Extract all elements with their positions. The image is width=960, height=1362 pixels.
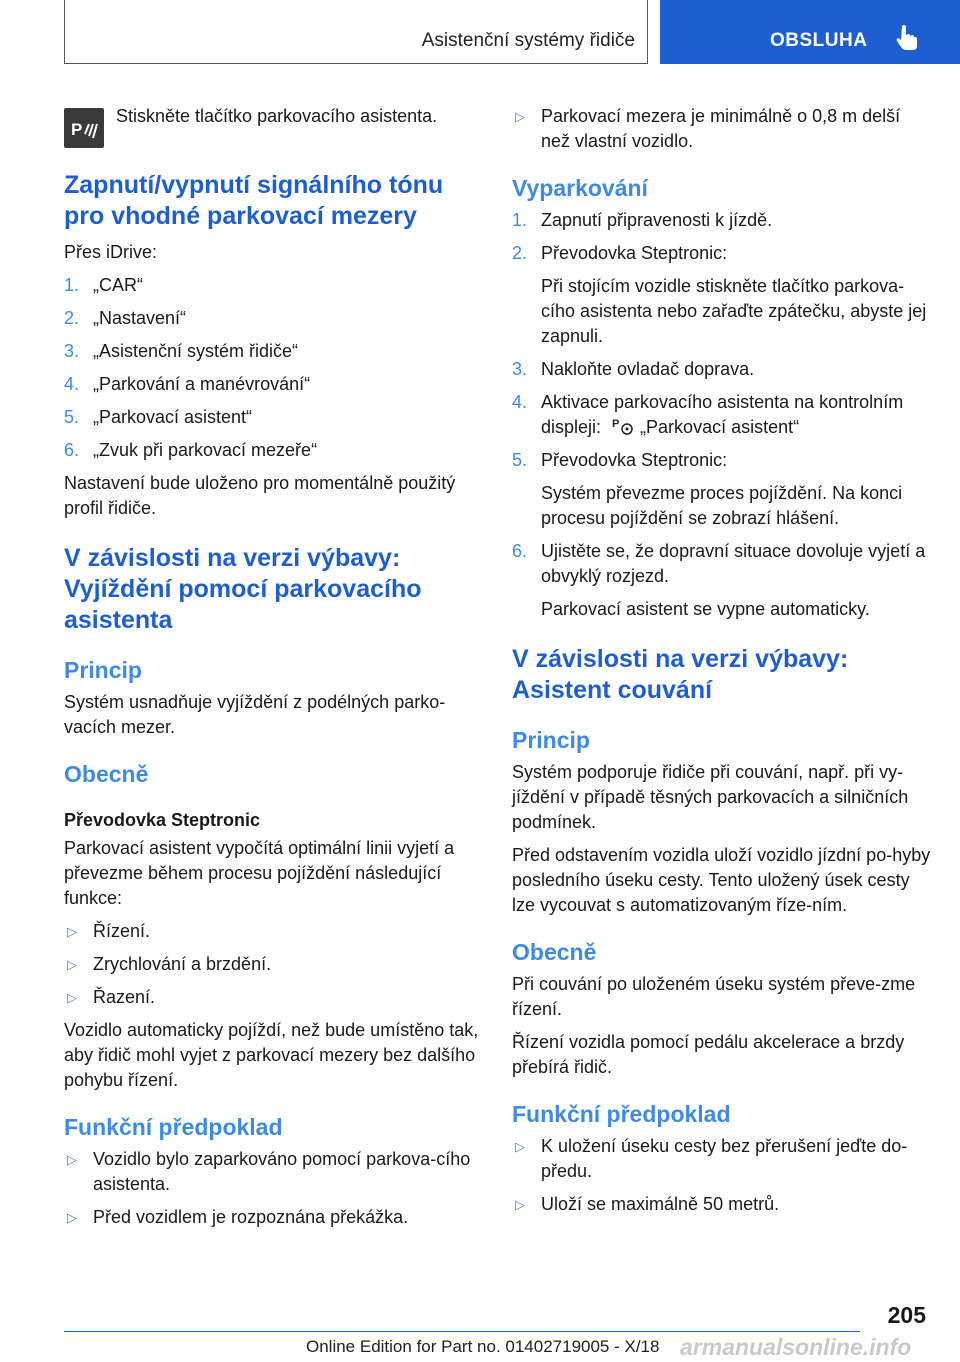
page-number: 205 [887,1302,926,1328]
item-text: Řazení. [93,987,156,1007]
step-continuation: Systém převezme proces pojíždění. Na konci procesu pojíždění se zobrazí hlášení. [541,483,903,528]
step-number: 5. [512,450,528,470]
step-number: 4. [512,392,528,412]
bullet-triangle-icon: ▷ [67,1152,77,1167]
header-box [64,0,648,64]
step-text: Převodovka Steptronic: [541,450,728,470]
item-text: Vozidlo bylo zaparkováno pomocí parkova‐cího asistenta. [93,1149,471,1194]
footer-divider [64,1331,860,1332]
section-tab-label: OBSLUHA [770,30,868,51]
item-text: Zrychlování a brzdění. [93,954,272,974]
item-text: Parkovací mezera je minimálně o 0,8 m delší než vlastní vozidlo. [541,106,901,151]
svg-text:P: P [612,418,620,430]
step-number: 1. [512,210,528,230]
bullet-triangle-icon: ▷ [515,1197,525,1212]
principle-text-2: Před odstavením vozidla uloží vozidlo jízdní po‐hyby posledního úseku cesty. Tento uložený úsek cesty lze vycouvat s automatizovaným říze‐ním. [512,845,931,915]
parking-assistant-icon [612,416,634,436]
step-text: „Zvuk při parkovací mezeře“ [93,440,318,460]
auto-drive-text: Vozidlo automaticky pojíždí, než bude umístěno tak, aby řidič mohl vyjet z parkovací mezery bez dalšího pohybu řízení. [64,1020,479,1090]
step-number: 6. [64,440,80,460]
item-text: K uložení úseku cesty bez přerušení jeďte do‐předu. [541,1136,908,1181]
heading-general: Obecně [64,761,149,787]
step-number: 4. [64,374,80,394]
list-item [64,306,484,331]
list-item [512,241,932,266]
left-column [64,104,484,1238]
list-item [64,1205,484,1230]
unpark-steps-list [512,208,932,622]
right-column [512,104,932,1225]
svg-text:P: P [71,120,83,139]
idrive-steps-list [64,273,484,463]
principle-text-1: Systém podporuje řidiče při couvání, např. při vy‐jíždění v případě těsných parkovacích a silničních podmínek. [512,762,909,832]
list-item [512,1192,932,1217]
saved-note: Nastavení bude uloženo pro momentálně použitý profil řidiče. [64,473,456,518]
list-item [512,539,932,589]
step-text: „Asistenční systém řidiče“ [93,341,299,361]
bullet-triangle-icon: ▷ [515,109,525,124]
list-item [64,273,484,298]
heading-reverse-assist: V závislosti na verzi výbavy: Asistent couvání [512,645,849,704]
step-number: 2. [64,308,80,328]
list-item [64,372,484,397]
list-item [64,952,484,977]
list-item [64,1147,484,1197]
hand-pointer-icon [896,24,918,50]
step-text: „CAR“ [93,275,143,295]
list-item [64,985,484,1010]
chapter-title: Asistenční systémy řidiče [421,30,635,51]
bullet-triangle-icon: ▷ [67,990,77,1005]
step-text: „Nastavení“ [93,308,187,328]
item-text: Před vozidlem je rozpoznána překážka. [93,1207,409,1227]
list-item [512,208,932,233]
heading-steptronic: Převodovka Steptronic [64,810,261,830]
step-text: Nakloňte ovladač doprava. [541,359,755,379]
heading-principle: Princip [512,727,590,753]
heading-prerequisite: Funkční předpoklad [64,1114,283,1140]
list-item [64,919,484,944]
step-text: Aktivace parkovacího asistenta na kontrolním displeji: [541,392,904,437]
step-text-suffix: „Parkovací asistent“ [640,417,800,437]
general-text-2: Řízení vozidla pomocí pedálu akcelerace a brzdy přebírá řidič. [512,1032,905,1077]
heading-exit-assist: V závislosti na verzi výbavy: Vyjíždění pomocí parkovacího asistenta [64,544,422,634]
list-item [512,104,932,154]
functions-list [64,919,484,1010]
heading-signal-tone: Zapnutí/vypnutí signálního tónu pro vhodné parkovací mezery [64,171,444,230]
list-item [512,448,932,473]
bullet-triangle-icon: ▷ [67,957,77,972]
section-tab [660,0,960,64]
heading-general: Obecně [512,939,597,965]
bullet-triangle-icon: ▷ [67,1210,77,1225]
bullet-triangle-icon: ▷ [67,924,77,939]
intro-paragraph [64,104,484,148]
list-item [64,438,484,463]
heading-principle: Princip [64,657,142,683]
idrive-label: Přes iDrive: [64,242,158,262]
step-number: 3. [512,359,528,379]
list-item [64,405,484,430]
heading-prerequisite: Funkční předpoklad [512,1101,731,1127]
footer-edition: Online Edition for Part no. 01402719005 - X/18 [306,1337,660,1356]
list-item [64,339,484,364]
step-text: Ujistěte se, že dopravní situace dovoluje vyjetí a obvyklý rozjezd. [541,541,926,586]
principle-text: Systém usnadňuje vyjíždění z podélných parko‐vacích mezer. [64,692,446,737]
heading-unpark: Vyparkování [512,175,648,201]
prerequisite-list-cont [512,104,932,154]
bullet-triangle-icon: ▷ [515,1139,525,1154]
step-text: „Parkovací asistent“ [93,407,253,427]
parking-assistant-button-icon [64,108,104,148]
step-number: 2. [512,243,528,263]
item-text: Řízení. [93,921,151,941]
step-number: 5. [64,407,80,427]
intro-text: Stiskněte tlačítko parkovacího asistenta. [116,106,438,126]
step-text: Zapnutí připravenosti k jízdě. [541,210,773,230]
watermark: armanualsonline.info [680,1334,912,1360]
step-continuation: Parkovací asistent se vypne automaticky. [541,599,870,619]
list-item [512,357,932,382]
prerequisite-list [512,1134,932,1217]
step-text: Převodovka Steptronic: [541,243,728,263]
steptronic-text: Parkovací asistent vypočítá optimální linii vyjetí a převezme během procesu pojíždění následující funkce: [64,838,455,908]
general-text-1: Při couvání po uloženém úseku systém převe‐zme řízení. [512,974,916,1019]
prerequisite-list [64,1147,484,1230]
item-text: Uloží se maximálně 50 metrů. [541,1194,780,1214]
step-number: 3. [64,341,80,361]
step-number: 6. [512,541,528,561]
step-continuation: Při stojícím vozidle stiskněte tlačítko parkova‐cího asistenta nebo zařaďte zpátečku, abyste jej zapnuli. [541,276,927,346]
list-item [512,390,932,440]
list-item [512,1134,932,1184]
step-number: 1. [64,275,80,295]
step-text: „Parkování a manévrování“ [93,374,311,394]
